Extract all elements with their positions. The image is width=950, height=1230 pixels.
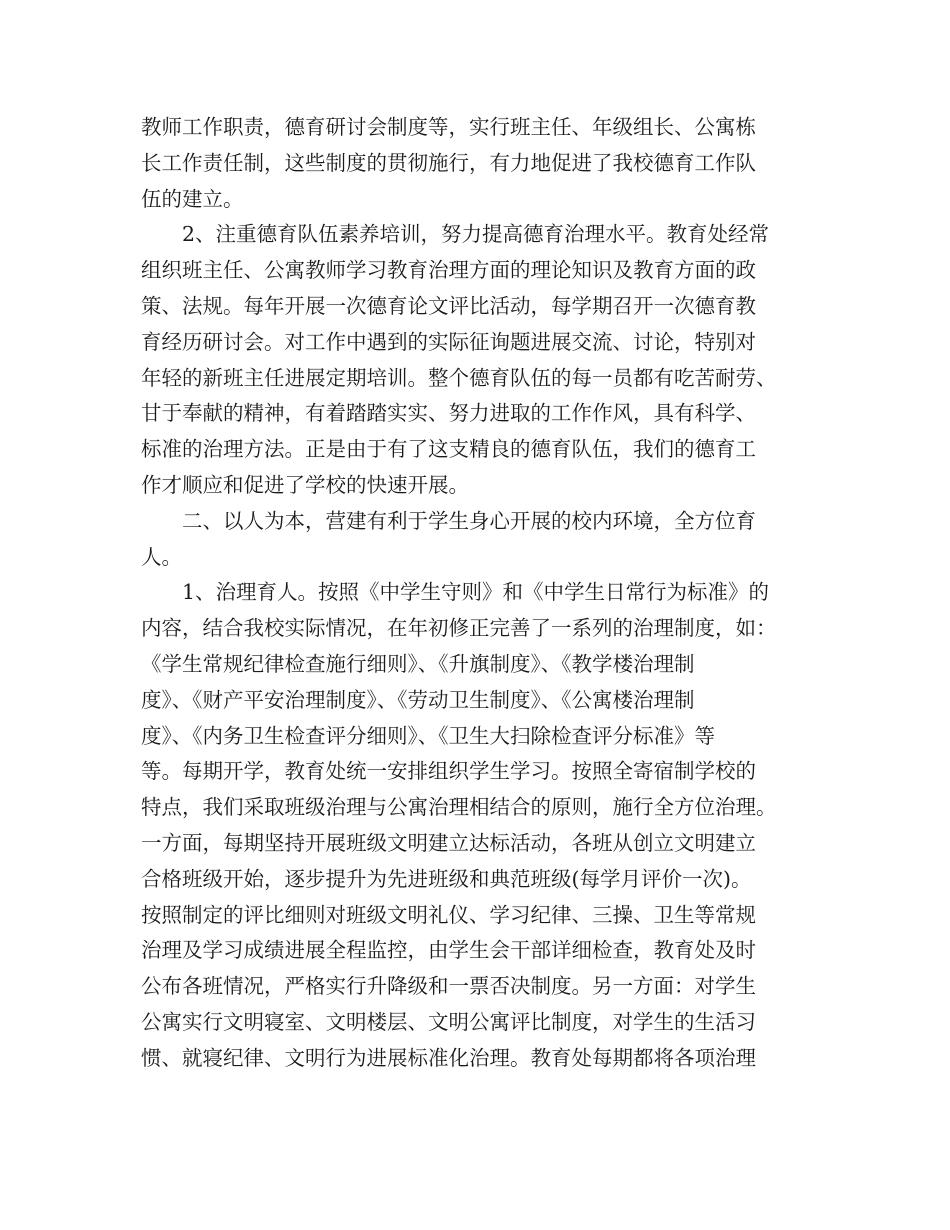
text-line: 等。每期开学，教育处统一安排组织学生学习。按照全寄宿制学校的 xyxy=(141,759,756,784)
text-line: 按照制定的评比细则对班级文明礼仪、学习纪律、三操、卫生等常规 xyxy=(141,902,756,927)
text-line: 公寓实行文明寝室、文明楼层、文明公寓评比制度，对学生的生活习 xyxy=(141,1009,756,1034)
text-line: 年轻的新班主任进展定期培训。整个德育队伍的每一员都有吃苦耐劳、 xyxy=(141,365,777,390)
text-line: 1、治理育人。按照《中学生守则》和《中学生日常行为标准》的 xyxy=(182,580,770,605)
text-line: 度》、《财产平安治理制度》、《劳动卫生制度》、《公寓楼治理制 xyxy=(141,687,695,712)
text-line: 作才顺应和促进了学校的快速开展。 xyxy=(141,472,469,497)
text-line: 伍的建立。 xyxy=(141,186,244,211)
text-line: 特点，我们采取班级治理与公寓治理相结合的原则，施行全方位治理。 xyxy=(141,795,777,820)
text-line: 治理及学习成绩进展全程监控，由学生会干部详细检查，教育处及时 xyxy=(141,938,756,963)
text-line: 度》、《内务卫生检查评分细则》、《卫生大扫除检查评分标准》等 xyxy=(141,723,715,748)
text-line: 甘于奉献的精神，有着踏踏实实、努力进取的工作作风，具有科学、 xyxy=(141,401,756,426)
text-line: 一方面，每期坚持开展班级文明建立达标活动，各班从创立文明建立 xyxy=(141,830,756,855)
text-line: 长工作责任制，这些制度的贯彻施行，有力地促进了我校德育工作队 xyxy=(141,150,756,175)
text-line: 2、注重德育队伍素养培训，努力提高德育治理水平。教育处经常 xyxy=(182,222,770,247)
text-line: 人。 xyxy=(141,544,182,569)
text-line: 育经历研讨会。对工作中遇到的实际征询题进展交流、讨论，特别对 xyxy=(141,329,756,354)
text-line: 《学生常规纪律检查施行细则》、《升旗制度》、《教学楼治理制 xyxy=(141,651,695,676)
text-line: 教师工作职责，德育研讨会制度等，实行班主任、年级组长、公寓栋 xyxy=(141,115,756,139)
text-line: 公布各班情况，严格实行升降级和一票否决制度。另一方面：对学生 xyxy=(141,974,756,999)
text-line: 惯、就寝纪律、文明行为进展标准化治理。教育处每期都将各项治理 xyxy=(141,1045,756,1070)
body-text xyxy=(141,110,831,1077)
text-line: 合格班级开始，逐步提升为先进班级和典范班级(每学月评价一次)。 xyxy=(141,866,752,891)
text-line: 标准的治理方法。正是由于有了这支精良的德育队伍，我们的德育工 xyxy=(141,437,756,462)
text-line: 二、以人为本，营建有利于学生身心开展的校内环境，全方位育 xyxy=(182,508,756,533)
text-line: 策、法规。每年开展一次德育论文评比活动，每学期召开一次德育教 xyxy=(141,293,756,318)
text-line: 内容，结合我校实际情况，在年初修正完善了一系列的治理制度，如： xyxy=(141,616,777,641)
text-line: 组织班主任、公寓教师学习教育治理方面的理论知识及教育方面的政 xyxy=(141,258,756,283)
